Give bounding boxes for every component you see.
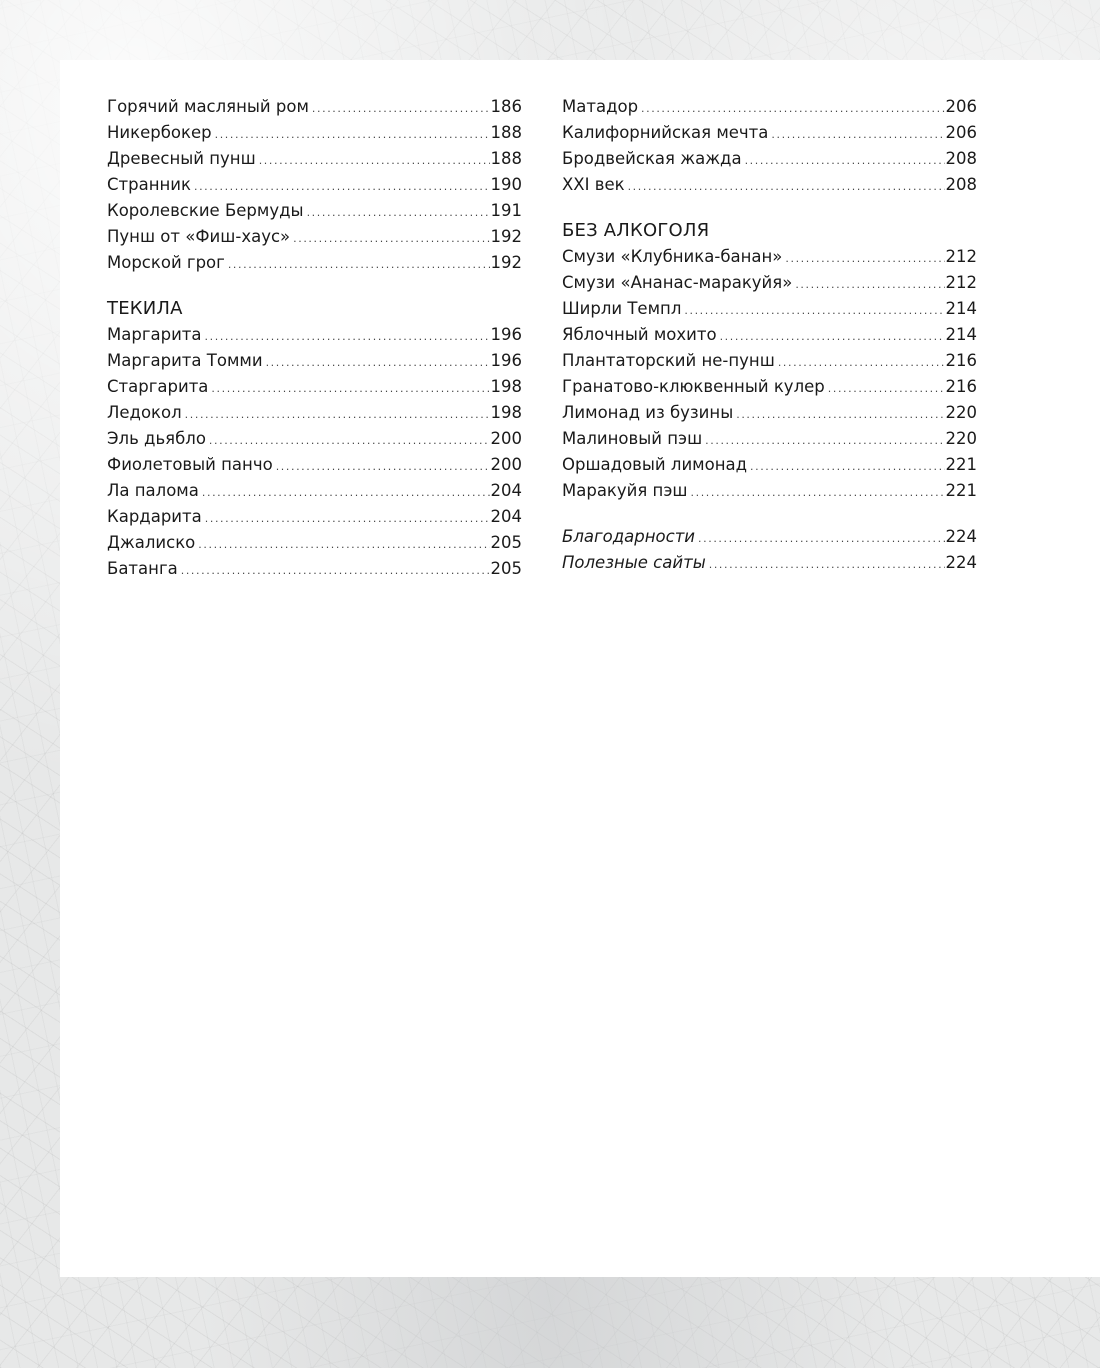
dot-leader xyxy=(312,96,490,122)
entry-title: Малиновый пэш xyxy=(562,429,703,448)
toc-entry[interactable] xyxy=(562,146,977,172)
dot-leader xyxy=(211,376,489,402)
page-number: 192 xyxy=(490,227,522,246)
entry-title: Ледокол xyxy=(107,403,182,422)
dot-leader xyxy=(828,376,945,402)
page-number: 198 xyxy=(490,377,522,396)
toc-entry[interactable] xyxy=(562,524,977,550)
entry-title: Яблочный мохито xyxy=(562,325,717,344)
toc-left-column xyxy=(107,94,522,602)
page-number: 200 xyxy=(490,429,522,448)
toc-entry[interactable] xyxy=(562,172,977,198)
entry-title: Кардарита xyxy=(107,507,202,526)
page-number: 224 xyxy=(945,527,977,546)
entry-title: Батанга xyxy=(107,559,178,578)
page-number: 192 xyxy=(490,253,522,272)
page-number: 220 xyxy=(945,429,977,448)
dot-leader xyxy=(307,200,490,226)
dot-leader xyxy=(181,558,490,584)
entry-title: Благодарности xyxy=(562,527,696,546)
dot-leader xyxy=(215,122,490,148)
entry-title: Маракуйя пэш xyxy=(562,481,688,500)
dot-leader xyxy=(194,174,490,200)
toc-entry[interactable] xyxy=(107,452,522,478)
toc-entry[interactable] xyxy=(107,426,522,452)
page-number: 212 xyxy=(945,273,977,292)
page-number: 220 xyxy=(945,403,977,422)
dot-leader xyxy=(771,122,944,148)
entry-title: Калифорнийская мечта xyxy=(562,123,769,142)
dot-leader xyxy=(709,552,945,578)
toc-entry[interactable] xyxy=(107,530,522,556)
page-number: 216 xyxy=(945,377,977,396)
entry-title: Лимонад из бузины xyxy=(562,403,734,422)
entry-title: Смузи «Клубника-банан» xyxy=(562,247,783,266)
entry-title: Древесный пунш xyxy=(107,149,256,168)
page-number: 212 xyxy=(945,247,977,266)
page-number: 196 xyxy=(490,351,522,370)
entry-title: Гранатово-клюквенный кулер xyxy=(562,377,825,396)
dot-leader xyxy=(202,480,490,506)
page-number: 206 xyxy=(945,97,977,116)
page-number: 214 xyxy=(945,325,977,344)
dot-leader xyxy=(628,174,945,200)
dot-leader xyxy=(691,480,945,506)
toc-entry[interactable] xyxy=(562,244,977,270)
toc-entry[interactable] xyxy=(107,400,522,426)
book-page xyxy=(60,60,1100,1277)
dot-leader xyxy=(684,298,944,324)
toc-entry[interactable] xyxy=(107,172,522,198)
entry-title: Никербокер xyxy=(107,123,212,142)
dot-leader xyxy=(198,532,489,558)
toc-entry[interactable] xyxy=(562,374,977,400)
entry-title: Пунш от «Фиш-хаус» xyxy=(107,227,291,246)
page-number: 188 xyxy=(490,123,522,142)
toc-entry[interactable] xyxy=(107,504,522,530)
dot-leader xyxy=(795,272,944,298)
toc-entry[interactable] xyxy=(107,478,522,504)
page-number: 205 xyxy=(490,559,522,578)
page-number: 206 xyxy=(945,123,977,142)
toc-section xyxy=(562,524,977,576)
dot-leader xyxy=(745,148,945,174)
toc-entry[interactable] xyxy=(562,94,977,120)
toc-entry[interactable] xyxy=(107,198,522,224)
toc-section xyxy=(107,296,522,582)
entry-title: Оршадовый лимонад xyxy=(562,455,748,474)
entry-title: Плантаторский не-пунш xyxy=(562,351,775,370)
dot-leader xyxy=(698,526,944,552)
toc-entry[interactable] xyxy=(562,400,977,426)
page-number: 208 xyxy=(945,175,977,194)
page-number: 200 xyxy=(490,455,522,474)
toc-entry[interactable] xyxy=(107,120,522,146)
page-number: 221 xyxy=(945,481,977,500)
toc-entry[interactable] xyxy=(562,478,977,504)
entry-title: Ла палома xyxy=(107,481,199,500)
page-number: 224 xyxy=(945,553,977,572)
dot-leader xyxy=(736,402,944,428)
dot-leader xyxy=(185,402,490,428)
page-number: 216 xyxy=(945,351,977,370)
entry-title: Джалиско xyxy=(107,533,196,552)
toc-entry[interactable] xyxy=(107,94,522,120)
dot-leader xyxy=(228,252,490,278)
entry-title: Фиолетовый панчо xyxy=(107,455,273,474)
toc-section xyxy=(562,218,977,504)
toc-right-column xyxy=(562,94,977,596)
toc-entry[interactable] xyxy=(562,322,977,348)
page-number: 204 xyxy=(490,507,522,526)
toc-entry[interactable] xyxy=(562,550,977,576)
toc-section xyxy=(107,94,522,276)
entry-title: Бродвейская жажда xyxy=(562,149,742,168)
dot-leader xyxy=(209,428,490,454)
page-number: 188 xyxy=(490,149,522,168)
dot-leader xyxy=(293,226,489,252)
entry-title: Ширли Темпл xyxy=(562,299,682,318)
dot-leader xyxy=(705,428,944,454)
dot-leader xyxy=(205,506,490,532)
page-number: 204 xyxy=(490,481,522,500)
entry-title: Морской грог xyxy=(107,253,225,272)
entry-title: Горячий масляный ром xyxy=(107,97,309,116)
dot-leader xyxy=(259,148,490,174)
page-number: 214 xyxy=(945,299,977,318)
dot-leader xyxy=(276,454,490,480)
section-heading: ТЕКИЛА xyxy=(107,298,183,319)
page-number: 208 xyxy=(945,149,977,168)
toc-entry[interactable] xyxy=(107,348,522,374)
entry-title: Эль дьябло xyxy=(107,429,206,448)
page-number: 190 xyxy=(490,175,522,194)
dot-leader xyxy=(750,454,944,480)
page-number: 221 xyxy=(945,455,977,474)
toc-entry[interactable] xyxy=(107,224,522,250)
entry-title: Странник xyxy=(107,175,191,194)
entry-title: Полезные сайты xyxy=(562,553,706,572)
entry-title: Королевские Бермуды xyxy=(107,201,304,220)
dot-leader xyxy=(266,350,490,376)
toc-entry[interactable] xyxy=(107,374,522,400)
page-number: 205 xyxy=(490,533,522,552)
dot-leader xyxy=(785,246,944,272)
toc-entry[interactable] xyxy=(562,426,977,452)
toc-entry[interactable] xyxy=(107,146,522,172)
section-heading: БЕЗ АЛКОГОЛЯ xyxy=(562,220,710,241)
entry-title: Старгарита xyxy=(107,377,209,396)
page-number: 196 xyxy=(490,325,522,344)
toc-entry[interactable] xyxy=(107,556,522,582)
toc-entry[interactable] xyxy=(562,452,977,478)
page-number: 191 xyxy=(490,201,522,220)
entry-title: XXI век xyxy=(562,175,625,194)
toc-entry[interactable] xyxy=(562,348,977,374)
toc-entry[interactable] xyxy=(562,270,977,296)
toc-entry[interactable] xyxy=(107,250,522,276)
toc-entry[interactable] xyxy=(107,322,522,348)
dot-leader xyxy=(205,324,490,350)
entry-title: Маргарита Томми xyxy=(107,351,263,370)
dot-leader xyxy=(641,96,944,122)
page-number: 198 xyxy=(490,403,522,422)
toc-entry[interactable] xyxy=(562,296,977,322)
entry-title: Смузи «Ананас-маракуйя» xyxy=(562,273,793,292)
entry-title: Матадор xyxy=(562,97,639,116)
entry-title: Маргарита xyxy=(107,325,202,344)
toc-entry[interactable] xyxy=(562,120,977,146)
dot-leader xyxy=(720,324,945,350)
dot-leader xyxy=(778,350,945,376)
toc-section xyxy=(562,94,977,198)
page-number: 186 xyxy=(490,97,522,116)
